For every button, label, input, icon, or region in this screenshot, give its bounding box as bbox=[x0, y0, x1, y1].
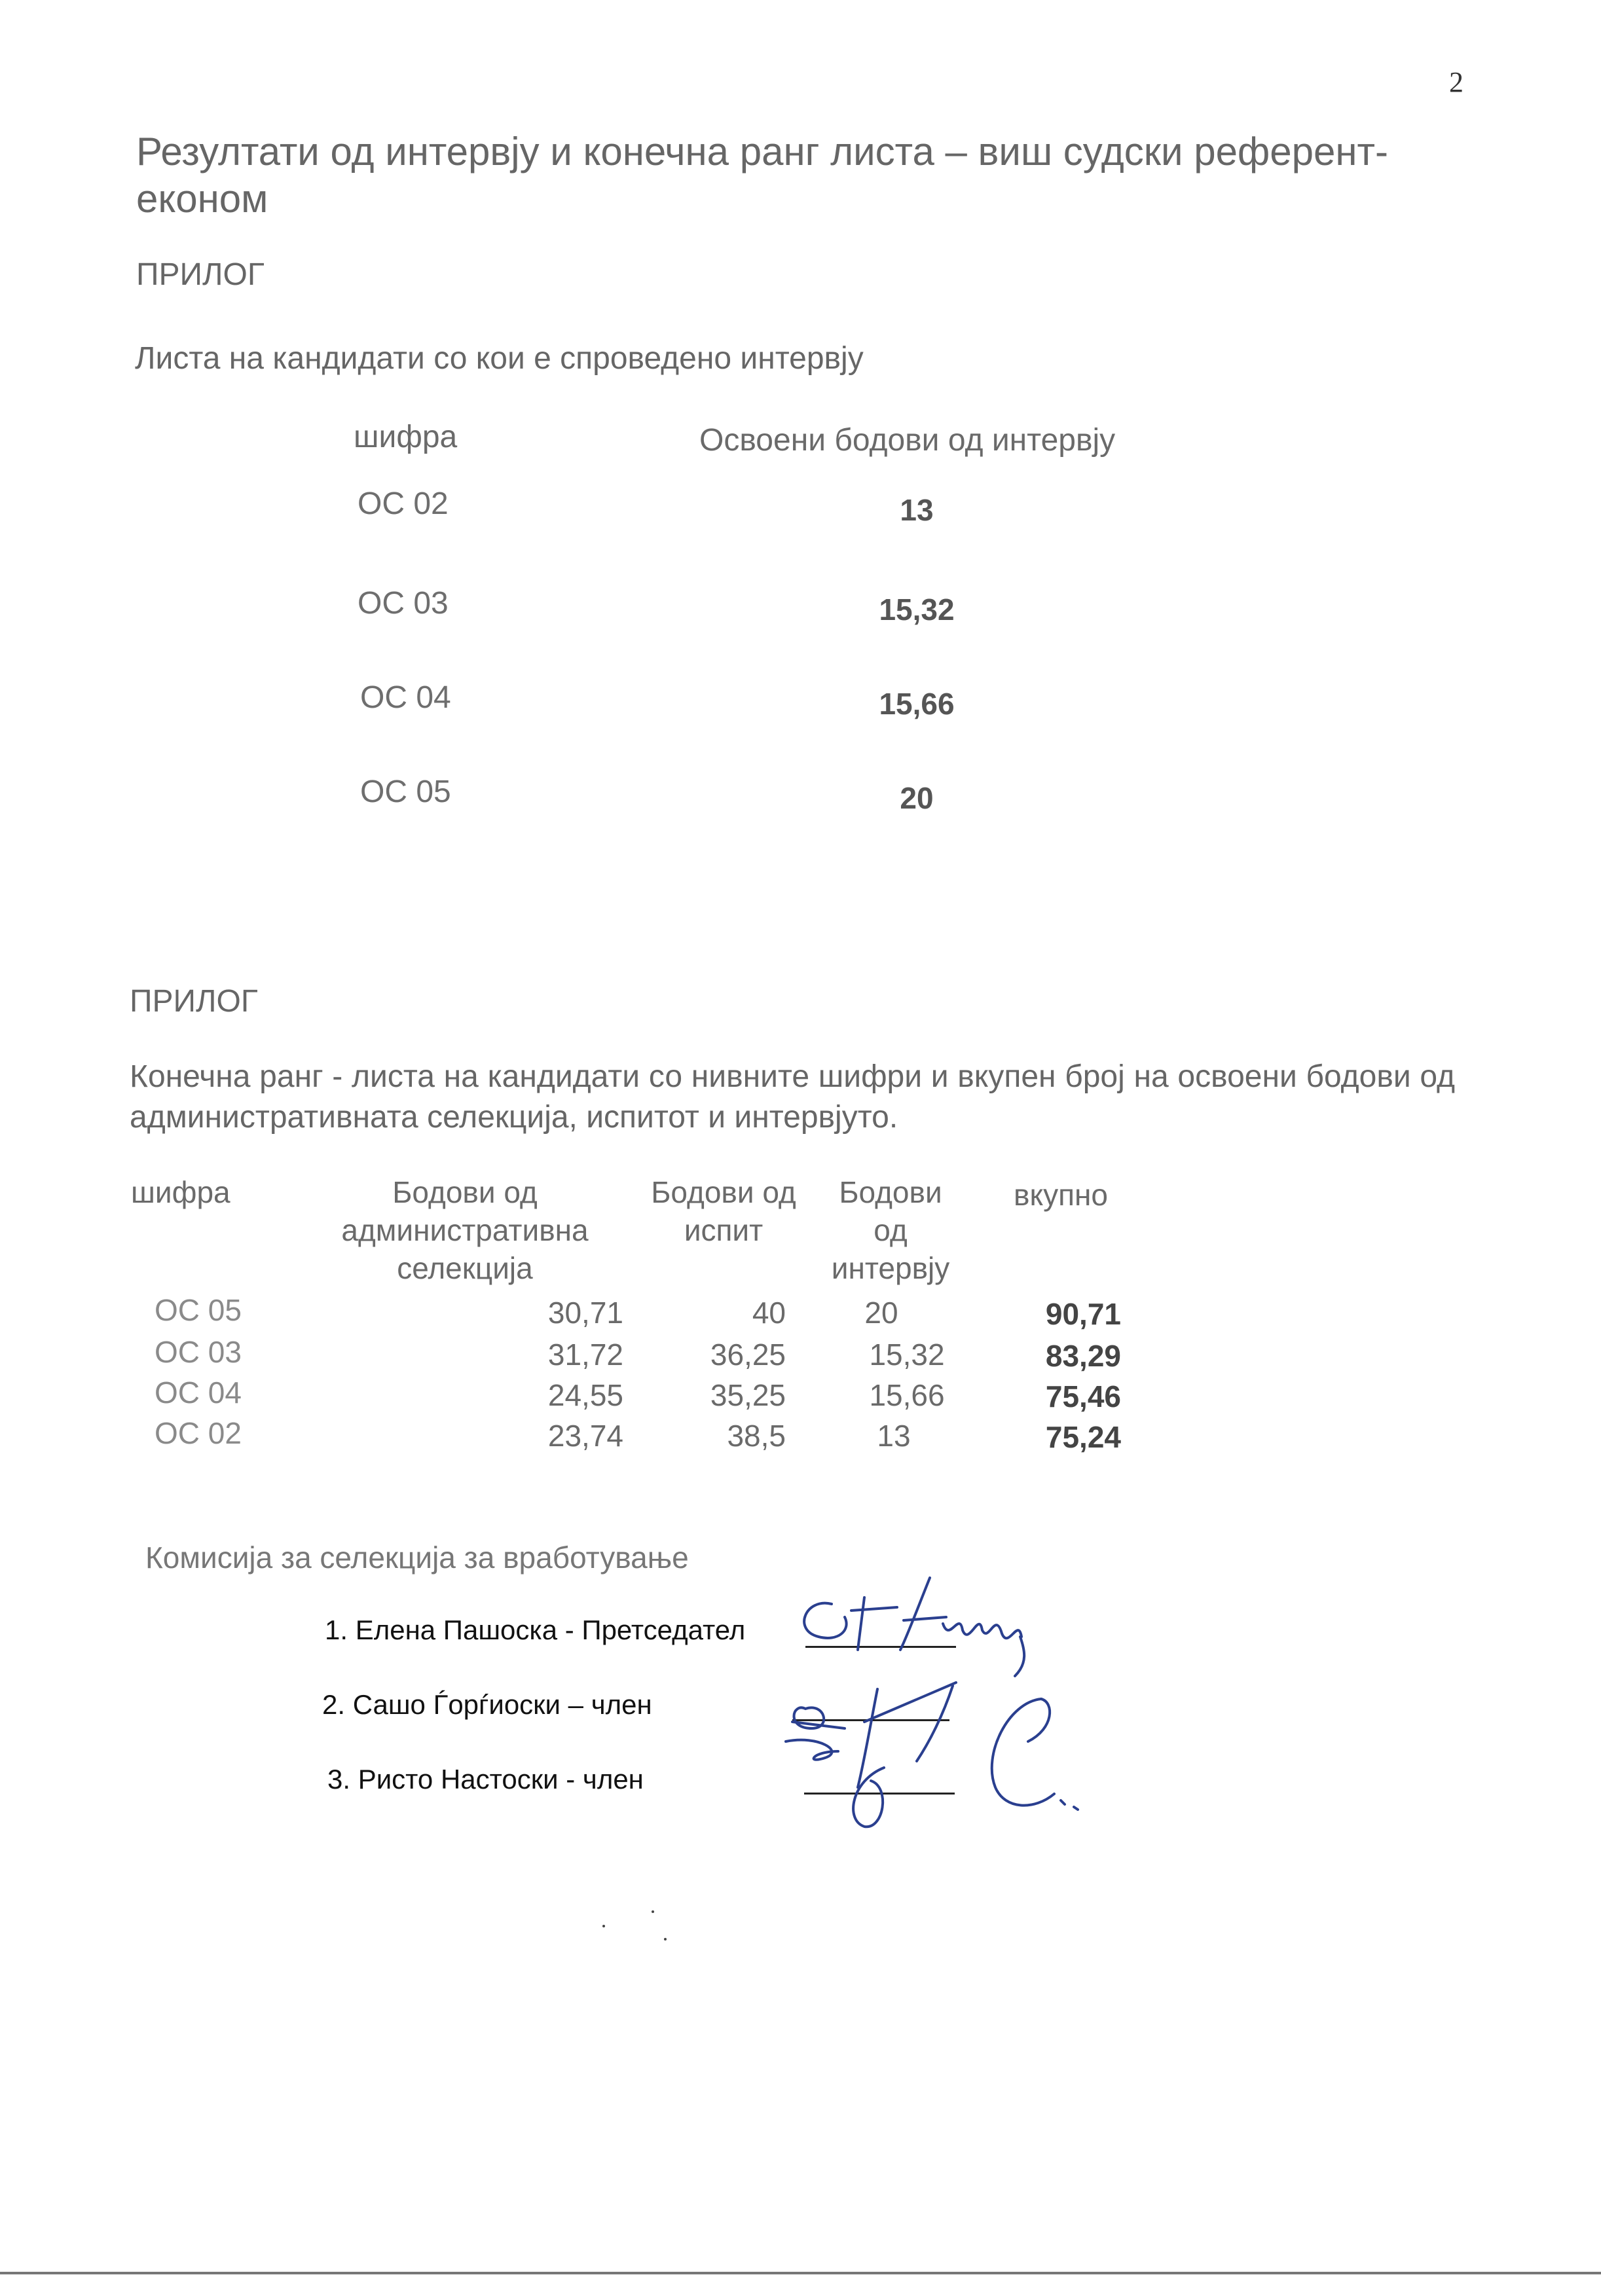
table2-cell-admin: 23,74 bbox=[547, 1419, 623, 1453]
section2-description: Конечна ранг - листа на кандидати со нивните шифри и вкупен број на освоени бодови од административната селекција, испитот и интервјуто. bbox=[130, 1059, 1455, 1135]
table1-row-score: 15,32 bbox=[879, 592, 955, 627]
commission-title: Комисија за селекција за вработување bbox=[145, 1540, 689, 1575]
table1-row-code: ОС 02 bbox=[358, 486, 449, 521]
section1-heading: ПРИЛОГ bbox=[136, 257, 265, 292]
table2-header-interview: Бодови од интервју bbox=[831, 1175, 950, 1285]
table2-cell-code: ОС 02 bbox=[155, 1416, 242, 1450]
table2-header-code: шифра bbox=[131, 1175, 230, 1209]
table2-header-total: вкупно bbox=[1014, 1178, 1108, 1212]
table1-row-code: ОС 03 bbox=[358, 586, 449, 621]
table2-cell-exam: 36,25 bbox=[710, 1338, 786, 1372]
commission-member: 2. Сашо Ѓорѓиоски – член bbox=[322, 1689, 652, 1720]
table1-header-code: шифра bbox=[354, 420, 458, 454]
table2-cell-total: 75,46 bbox=[1045, 1379, 1121, 1413]
table2-cell-total: 90,71 bbox=[1045, 1297, 1121, 1331]
table2-cell-code: ОС 03 bbox=[155, 1335, 242, 1369]
table2-cell-code: ОС 05 bbox=[155, 1293, 242, 1327]
scan-speck bbox=[602, 1925, 605, 1927]
page-number: 2 bbox=[1449, 66, 1463, 98]
table1-row-code: ОС 04 bbox=[360, 680, 451, 715]
section1-subtitle: Листа на кандидати со кои е спроведено интервју bbox=[135, 341, 864, 376]
commission-member: 3. Ристо Настоски - член bbox=[327, 1764, 644, 1795]
table2-header-exam: Бодови од испит bbox=[651, 1175, 796, 1247]
table1-header-score: Освоени бодови од интервју bbox=[699, 423, 1116, 458]
table2-cell-code: ОС 04 bbox=[155, 1376, 242, 1410]
table2-cell-exam: 35,25 bbox=[710, 1378, 786, 1412]
table2-cell-total: 75,24 bbox=[1045, 1420, 1121, 1454]
table2-cell-total: 83,29 bbox=[1045, 1339, 1121, 1373]
scan-speck bbox=[652, 1910, 654, 1913]
table2-cell-admin: 31,72 bbox=[547, 1338, 623, 1372]
table2-cell-exam: 40 bbox=[752, 1296, 786, 1330]
table1-row-score: 15,66 bbox=[879, 687, 955, 721]
table2-cell-interview: 15,66 bbox=[869, 1378, 945, 1412]
handwritten-signatures bbox=[766, 1571, 1120, 1872]
page-bottom-edge bbox=[0, 2272, 1601, 2274]
table2-cell-interview: 15,32 bbox=[869, 1338, 945, 1372]
commission-member: 1. Елена Пашоска - Претседател bbox=[325, 1614, 746, 1645]
table2-cell-interview: 13 bbox=[877, 1419, 911, 1453]
table2-cell-admin: 24,55 bbox=[547, 1378, 623, 1412]
table2-cell-admin: 30,71 bbox=[547, 1296, 623, 1330]
table2-header-admin: Бодови од административна селекција bbox=[341, 1175, 589, 1285]
table1-row-score: 20 bbox=[900, 781, 934, 815]
page-title: Резултати од интервју и конечна ранг листа – виш судски референт-економ bbox=[136, 130, 1389, 221]
table1-row-code: ОС 05 bbox=[360, 774, 451, 809]
table2-cell-interview: 20 bbox=[864, 1296, 898, 1330]
table2-cell-exam: 38,5 bbox=[727, 1419, 786, 1453]
table1-row-score: 13 bbox=[900, 493, 934, 527]
section2-heading: ПРИЛОГ bbox=[130, 984, 258, 1019]
scan-speck bbox=[664, 1938, 667, 1941]
